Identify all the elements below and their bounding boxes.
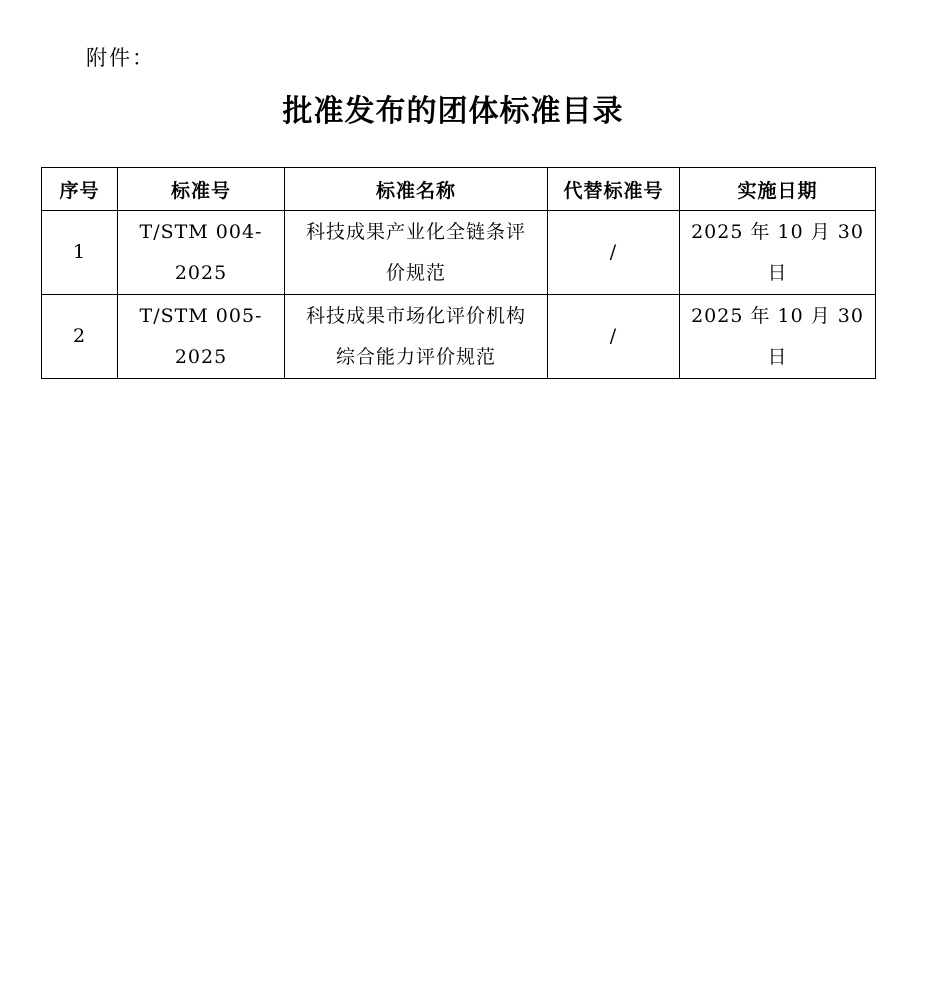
cell-index: 1 xyxy=(42,211,118,295)
cell-standard-name xyxy=(285,211,548,295)
standard-no-line: 2025 xyxy=(174,345,228,368)
cell-standard-name xyxy=(285,295,548,379)
standard-no-line: T/STM 005- xyxy=(139,304,263,327)
table-row xyxy=(42,211,876,295)
standard-name-line: 价规范 xyxy=(385,261,446,284)
cell-replaces: / xyxy=(548,295,680,379)
standard-no-line: T/STM 004- xyxy=(139,220,263,243)
cell-replaces: / xyxy=(548,211,680,295)
header-standard-no: 标准号 xyxy=(118,168,285,211)
attachment-label: 附件： xyxy=(86,46,155,70)
header-index: 序号 xyxy=(42,168,118,211)
table-header-row xyxy=(42,168,876,211)
cell-effective-date: 2025 年 10 月 30 日 xyxy=(680,295,876,379)
standard-name-line: 科技成果市场化评价机构 xyxy=(305,304,526,327)
cell-standard-no xyxy=(118,211,285,295)
standards-table xyxy=(41,167,876,379)
standard-name-line: 科技成果产业化全链条评 xyxy=(305,220,526,243)
cell-effective-date: 2025 年 10 月 30 日 xyxy=(680,211,876,295)
header-standard-name: 标准名称 xyxy=(285,168,548,211)
header-replaces: 代替标准号 xyxy=(548,168,680,211)
page-title: 批准发布的团体标准目录 xyxy=(282,94,624,129)
cell-standard-no xyxy=(118,295,285,379)
table-row xyxy=(42,295,876,379)
standard-no-line: 2025 xyxy=(174,261,228,284)
standard-name-line: 综合能力评价规范 xyxy=(335,345,496,368)
header-effective-date: 实施日期 xyxy=(680,168,876,211)
cell-index: 2 xyxy=(42,295,118,379)
